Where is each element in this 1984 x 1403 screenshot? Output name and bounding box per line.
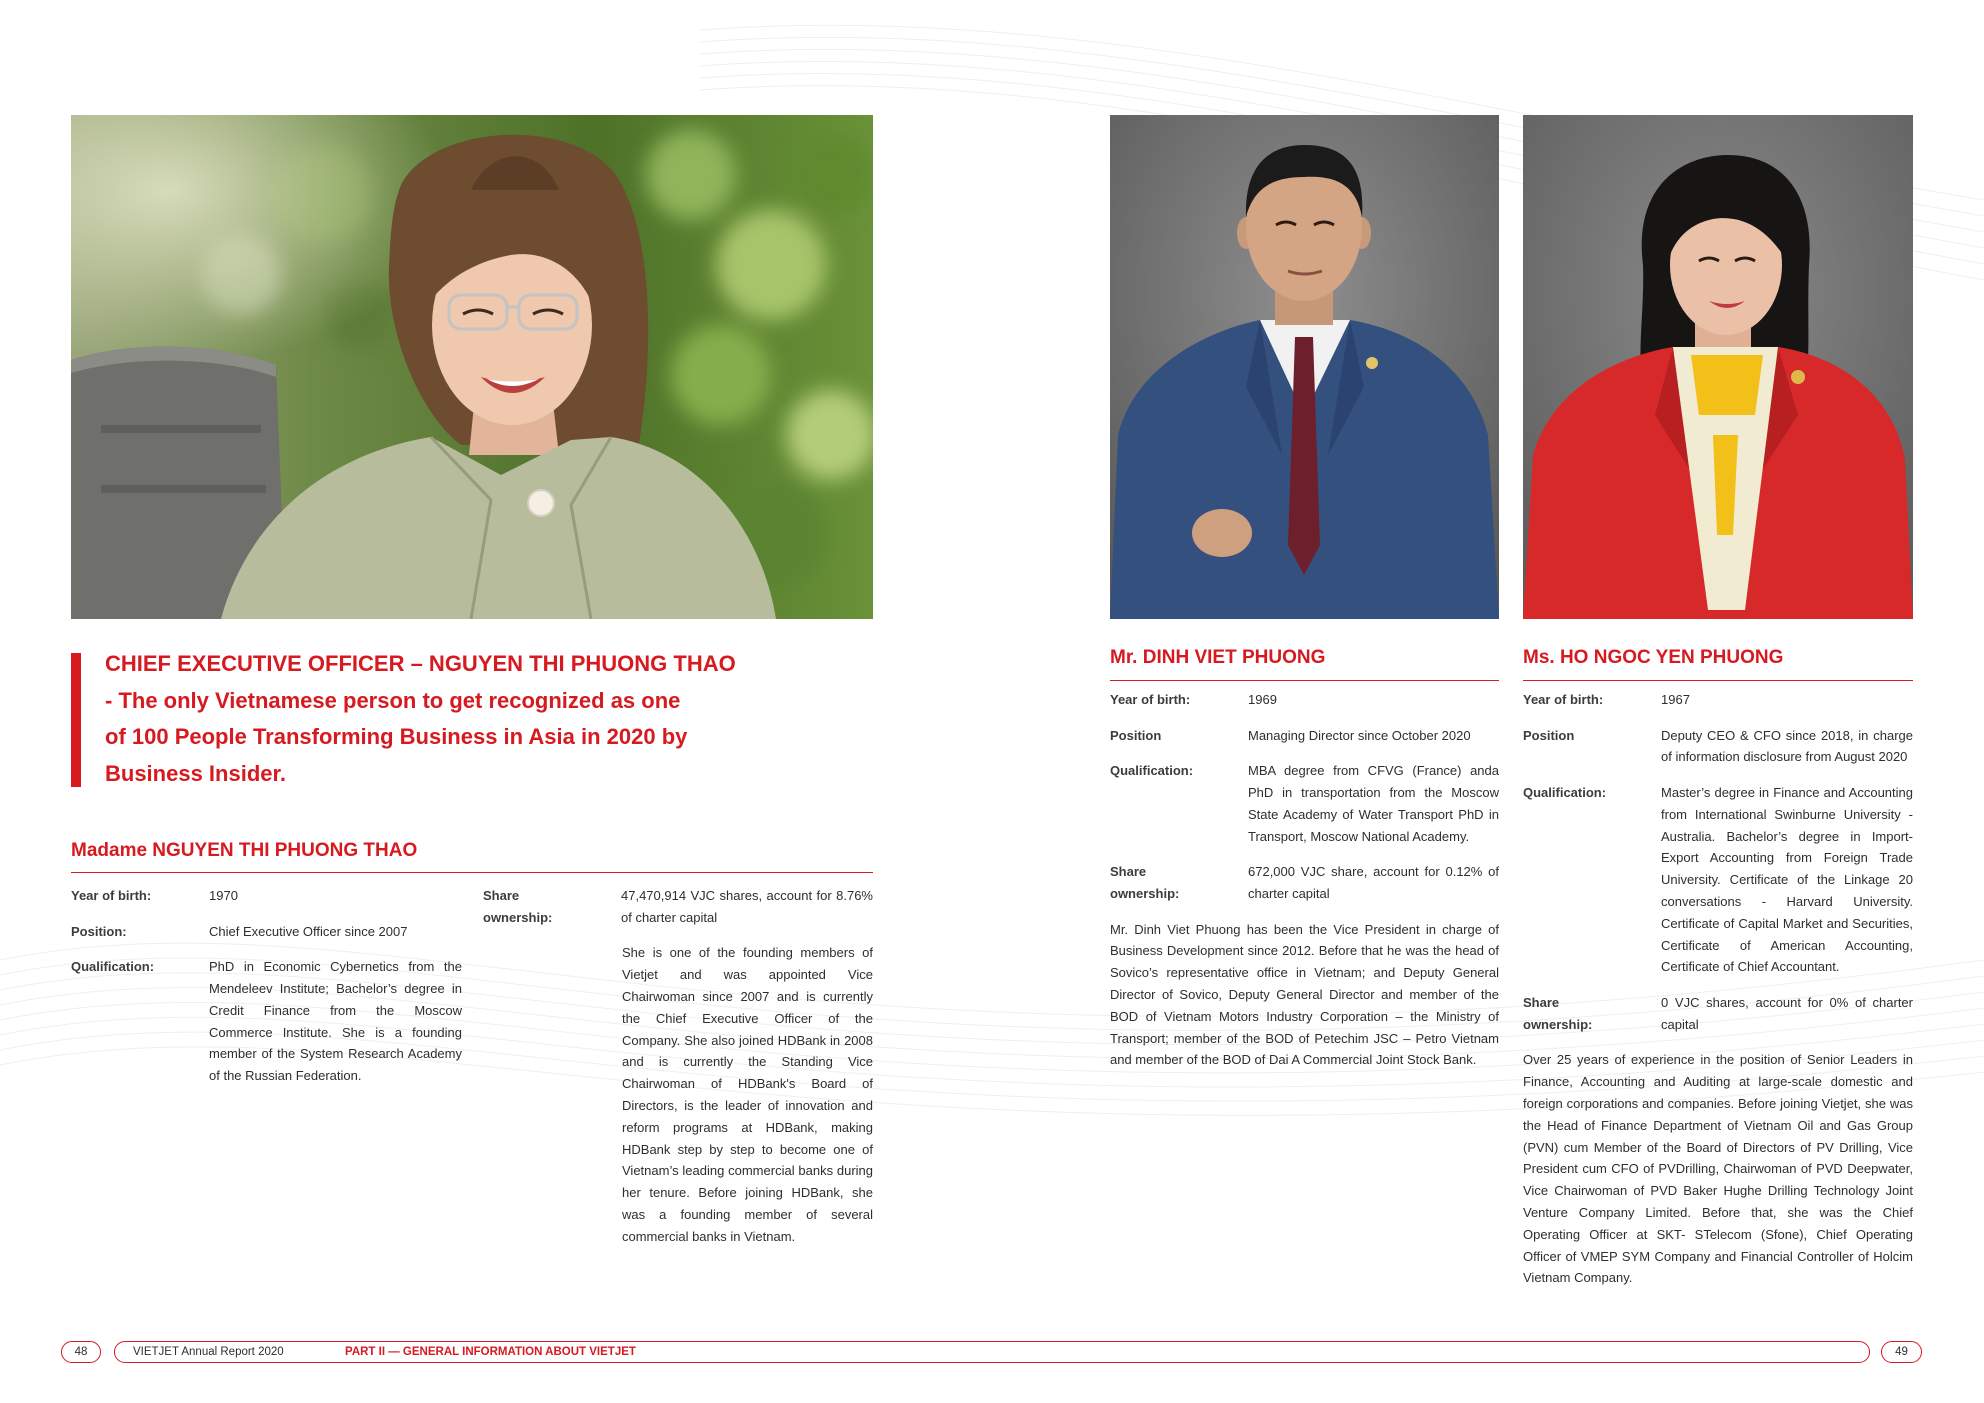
executive-1-name-heading: Mr. DINH VIET PHUONG	[1110, 645, 1499, 681]
ceo-portrait-photo	[71, 115, 873, 619]
ceo-name-heading: Madame NGUYEN THI PHUONG THAO	[71, 838, 873, 873]
ho-ngoc-yen-phuong-portrait-photo	[1523, 115, 1913, 619]
ceo-qualification-value: PhD in Economic Cybernetics from the Mendeleev Institute; Bachelor’s degree in Credit Finance from the Moscow Commerce Institute. She is a founding member of the System Research Academy of the Russian Federation.	[209, 959, 462, 1084]
ceo-biography: She is one of the founding members of Vietjet and was appointed Vice Chairwoman since 2007 and is currently the Chief Executive Officer of the Company. She also joined HDBank in 2008 and is currently the Standing Vice Chairwoman of HDBank's Board of Directors, is the leader of innovation and reform programs at HDBank, making HDBank step by step to become one of Vietnam’s leading commercial banks during her tenure. Before joining HDBank, she was a founding member of several commercial banks in Vietnam.	[622, 945, 873, 1244]
executive-year-row	[1110, 689, 1499, 711]
position-label	[1523, 725, 1661, 769]
highlight-line: CHIEF EXECUTIVE OFFICER – NGUYEN THI PHUONG THAO	[105, 651, 736, 676]
executive-qualification-value: MBA degree from CFVG (France) anda PhD in transportation from the Moscow State Academy of Water Transport PhD in Transport, Moscow National Academy.	[1248, 763, 1499, 844]
position-label-text: Position	[1523, 727, 1575, 743]
footer-bar	[114, 1341, 1870, 1363]
executive-biography: Over 25 years of experience in the position of Senior Leaders in Finance, Accounting and Auditing at large-scale domestic and foreign corporations and companies. Before joining Vietjet, she was the Head of Finance Department of Vietnam Oil and Gas Group (PVN) cum Member of the Board of Directors of PV Drilling, Vice President cum CFO of PVDrilling, Chairwoman of PVD Deepwater, Vice Chairwoman of PVD Baker Hughe Drilling Technology Joint Venture Company Limited. Before that, she was the Chief Operating Officer at SKT- STelecom (Sfone), Chief Operating Officer of VMEP SYM Company and Financial Controller of Holcim Vietnam Company.	[1523, 1052, 1913, 1286]
executive-1-details	[1110, 689, 1499, 1071]
executive-position-row	[1523, 725, 1913, 769]
share-label-text: Share ownership:	[483, 888, 553, 925]
year-label-text: Year of birth:	[1110, 692, 1191, 707]
executive-2-details	[1523, 689, 1913, 1289]
executive-position-value: Managing Director since October 2020	[1248, 727, 1471, 743]
share-label	[1523, 992, 1661, 1036]
ceo-share-row	[483, 885, 873, 929]
right-page-number: 49	[1881, 1341, 1922, 1363]
executive-share-row	[1523, 992, 1913, 1036]
ceo-details-right	[483, 885, 873, 1248]
position-label	[71, 921, 209, 943]
highlight-line: of 100 People Transforming Business in Asia in 2020 by	[105, 724, 688, 750]
qualification-label	[71, 956, 209, 1087]
share-label-text: Share ownership:	[1110, 864, 1180, 901]
ceo-details-left	[71, 885, 462, 1101]
ceo-highlight-quote	[105, 646, 865, 793]
ceo-year-value: 1970	[209, 888, 238, 903]
executive-qualification-row	[1110, 760, 1499, 847]
executive-year-row	[1523, 689, 1913, 711]
report-title: VIETJET Annual Report 2020	[133, 1346, 284, 1358]
executive-year-value: 1967	[1661, 692, 1690, 707]
executive-biography: Mr. Dinh Viet Phuong has been the Vice President in charge of Business Development since 2012. Before that he was the head of Sovico’s representative office in Vietnam; and Deputy General Director of Sovico, Deputy General Director and member of the BOD of Vietnam Motors Industry Corporation – the Ministry of Transport; member of the BOD of Petechim JSC – Petro Vietnam and member of the BOD of Dai A Commercial Joint Stock Bank.	[1110, 921, 1499, 1068]
year-label	[1110, 689, 1248, 711]
qualification-label-text: Qualification:	[71, 959, 155, 975]
qualification-label-text: Qualification:	[1523, 784, 1607, 800]
highlight-line: Business Insider.	[105, 761, 286, 787]
section-title: PART II — GENERAL INFORMATION ABOUT VIETJET	[345, 1346, 636, 1358]
share-label	[483, 885, 621, 929]
year-label	[71, 885, 209, 907]
ceo-position-row	[71, 921, 462, 943]
year-label-text: Year of birth:	[71, 888, 152, 903]
executive-share-row	[1110, 861, 1499, 905]
highlight-accent-bar	[71, 653, 81, 787]
executive-2-name-heading: Ms. HO NGOC YEN PHUONG	[1523, 645, 1913, 681]
executive-qualification-row	[1523, 782, 1913, 978]
ceo-share-value: 47,470,914 VJC shares, account for 8.76% of charter capital	[621, 888, 873, 925]
position-label	[1110, 725, 1248, 747]
executive-share-value: 0 VJC shares, account for 0% of charter capital	[1661, 994, 1913, 1032]
executive-year-value: 1969	[1248, 692, 1277, 707]
share-label-text: Share ownership:	[1523, 994, 1593, 1032]
share-label	[1110, 861, 1248, 905]
executive-qualification-value: Master’s degree in Finance and Accounting from International Swinburne University - Australia. Bachelor’s degree in Import-Export Accounting from Foreign Trade University. Certificate of the Linkage 20 conversations - Harvard University. Certificate of Capital Market and Securities, Certificate of American Accounting, Certificate of Chief Accountant.	[1661, 784, 1913, 975]
ceo-qualification-row	[71, 956, 462, 1087]
executive-share-value: 672,000 VJC share, account for 0.12% of charter capital	[1248, 864, 1499, 901]
executive-position-value: Deputy CEO & CFO since 2018, in charge of information disclosure from August 2020	[1661, 727, 1913, 765]
qualification-label	[1110, 760, 1248, 847]
ceo-position-value: Chief Executive Officer since 2007	[209, 923, 408, 939]
ceo-year-row	[71, 885, 462, 907]
qualification-label	[1523, 782, 1661, 978]
year-label-text: Year of birth:	[1523, 692, 1604, 707]
year-label	[1523, 689, 1661, 711]
dinh-viet-phuong-portrait-photo	[1110, 115, 1499, 619]
executive-position-row	[1110, 725, 1499, 747]
qualification-label-text: Qualification:	[1110, 763, 1194, 779]
left-page-number: 48	[61, 1341, 101, 1363]
position-label-text: Position:	[71, 923, 127, 939]
highlight-line: - The only Vietnamese person to get recognized as one	[105, 687, 681, 713]
position-label-text: Position	[1110, 727, 1162, 743]
